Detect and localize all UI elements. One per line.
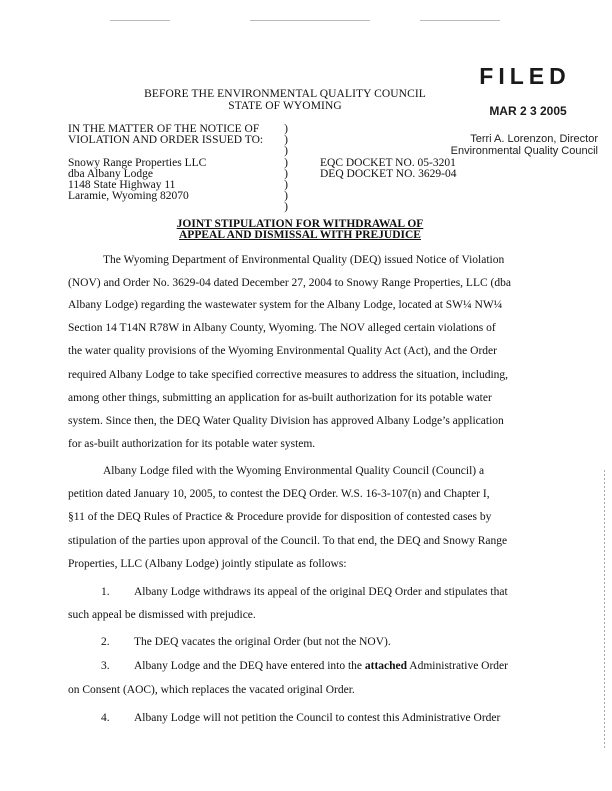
caption-paren: ) [284,179,288,191]
item-number: 2. [101,636,110,648]
para1-line: Section 14 T14N R78W in Albany County, Wyoming. The NOV alleged certain violations of [68,322,496,334]
caption-paren: ) [284,123,288,135]
para2-line: Albany Lodge filed with the Wyoming Environmental Quality Council (Council) a [103,465,485,477]
caption-paren: ) [284,157,288,169]
item3-text [134,660,508,673]
para1-line: Albany Lodge) regarding the wastewater system for the Albany Lodge, located at SW¼ NW¼ [68,299,503,311]
matter-line1: IN THE MATTER OF THE NOTICE OF [68,123,260,135]
item3-text-cont: on Consent (AOC), which replaces the vacated original Order. [68,684,355,696]
party-line4: Laramie, Wyoming 82070 [68,190,189,202]
document-title-line2: APPEAL AND DISMISSAL WITH PREJUDICE [179,229,421,241]
caption-paren: ) [284,168,288,180]
filed-stamp-office: Environmental Quality Council [450,145,598,157]
court-heading-line1: BEFORE THE ENVIRONMENTAL QUALITY COUNCIL [144,88,426,100]
deq-docket-number: DEQ DOCKET NO. 3629-04 [320,168,457,180]
caption-paren: ) [284,145,288,157]
scan-artifact [110,20,170,21]
para1-line: the water quality provisions of the Wyoming Environmental Quality Act (Act), and the Order [68,345,497,357]
filed-stamp-name: Terri A. Lorenzon, Director [470,133,598,145]
party-line1: Snowy Range Properties LLC [68,157,207,169]
item3-attached-bold: attached [364,660,408,672]
item1-text: Albany Lodge withdraws its appeal of the original DEQ Order and stipulates that [134,586,508,598]
caption-paren: ) [284,190,288,202]
item2-text: The DEQ vacates the original Order (but not the NOV). [134,636,391,648]
para2-line: §11 of the DEQ Rules of Practice & Procedure provide for disposition of contested cases by [68,511,492,523]
item4-text: Albany Lodge will not petition the Council to contest this Administrative Order [134,712,501,724]
matter-line2: VIOLATION AND ORDER ISSUED TO: [68,134,264,146]
para2-line: petition dated January 10, 2005, to contest the DEQ Order. W.S. 16-3-107(n) and Chapter I, [68,488,490,500]
item1-text-cont: such appeal be dismissed with prejudice. [68,609,256,621]
para2-line: Properties, LLC (Albany Lodge) jointly stipulate as follows: [68,558,347,570]
filed-stamp-date: MAR 2 3 2005 [489,104,567,118]
filed-stamp-title: FILED [479,63,571,89]
scan-artifact [420,20,500,21]
para1-line: required Albany Lodge to take specified corrective measures to address the situation, including, [68,369,509,381]
item-number: 1. [101,586,110,598]
scan-artifact [250,20,370,21]
para1-line: among other things, submitting an application for as-built authorization for its potable water [68,392,492,404]
para1-line: for as-built authorization for its potable water system. [68,438,316,450]
para1-line: system. Since then, the DEQ Water Quality Division has approved Albany Lodge’s application [68,415,504,427]
caption-paren: ) [284,201,288,213]
document-title-line1: JOINT STIPULATION FOR WITHDRAWAL OF [176,218,424,230]
para1-line: The Wyoming Department of Environmental Quality (DEQ) issued Notice of Violation [103,254,505,266]
scan-edge-artifact [604,470,605,750]
court-heading-line2: STATE OF WYOMING [228,100,342,112]
party-line2: dba Albany Lodge [68,168,153,180]
eqc-docket-number: EQC DOCKET NO. 05-3201 [320,157,456,169]
item3-text-post: Administrative Order [407,660,508,672]
item3-text-pre: Albany Lodge and the DEQ have entered into the [134,660,365,672]
item-number: 3. [101,660,110,672]
caption-paren: ) [284,134,288,146]
item-number: 4. [101,712,110,724]
party-line3: 1148 State Highway 11 [68,179,176,191]
para2-line: stipulation of the parties upon approval of the Council. To that end, the DEQ and Snowy Range [68,535,508,547]
para1-line: (NOV) and Order No. 3629-04 dated December 27, 2004 to Snowy Range Properties, LLC (dba [68,277,511,289]
